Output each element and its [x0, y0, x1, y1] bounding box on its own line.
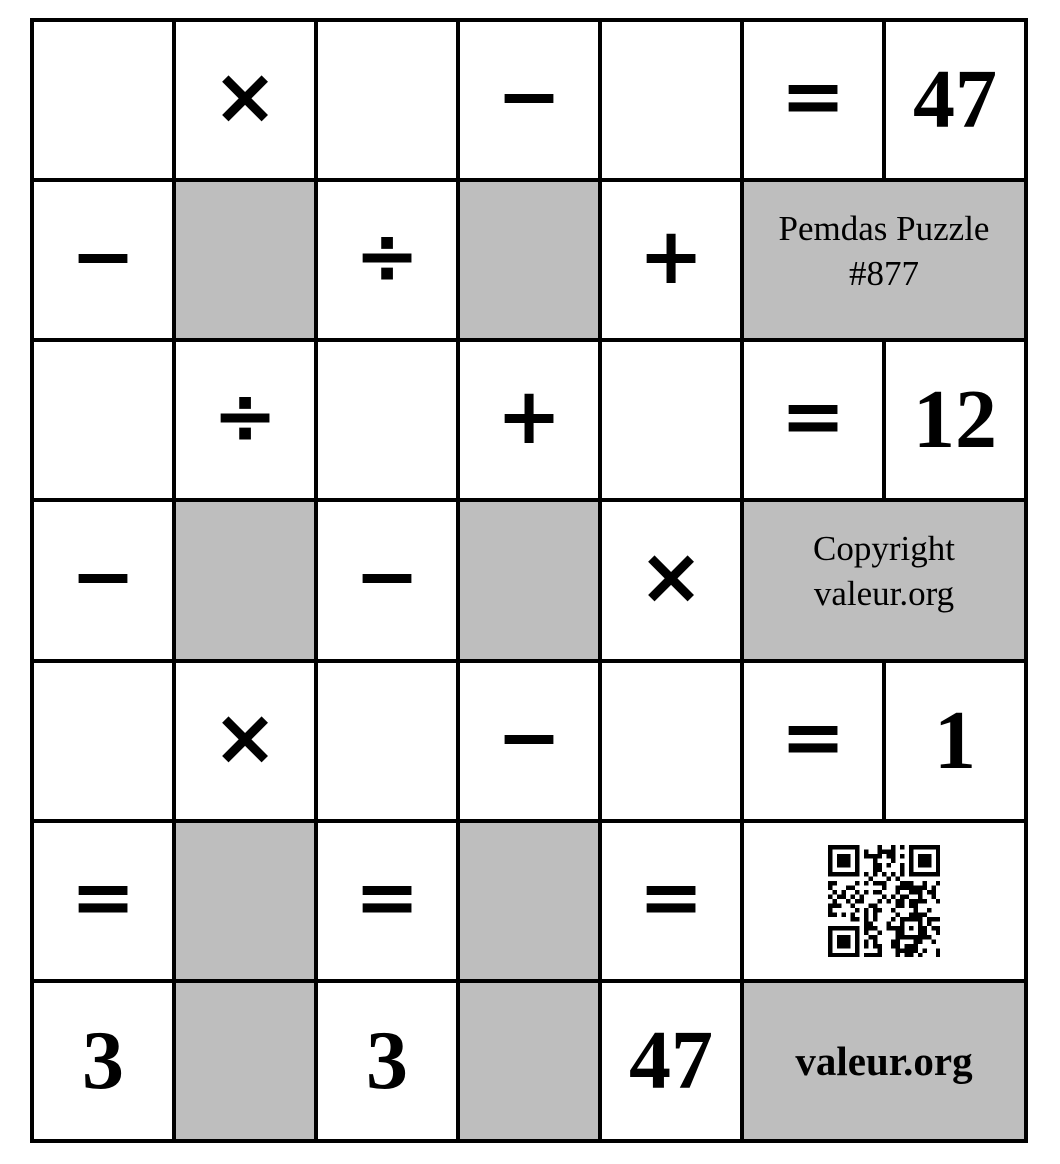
spacer-cell [460, 983, 598, 1139]
result-cell: 47 [602, 983, 740, 1139]
spacer-cell [460, 823, 598, 979]
answer-cell[interactable] [318, 342, 456, 498]
result-cell: 3 [34, 983, 172, 1139]
result-cell: 1 [886, 663, 1024, 819]
spacer-cell [460, 502, 598, 658]
qr-cell [744, 823, 1024, 979]
answer-cell[interactable] [318, 22, 456, 178]
operator-cell-divide: ÷ [176, 342, 314, 498]
result-cell: 3 [318, 983, 456, 1139]
answer-cell[interactable] [318, 663, 456, 819]
copyright-line: valeur.org [813, 574, 955, 614]
brand-cell: valeur.org [744, 983, 1024, 1139]
answer-cell[interactable] [602, 342, 740, 498]
operator-cell-minus: − [34, 502, 172, 658]
operator-cell-equals: = [34, 823, 172, 979]
operator-cell-times: × [602, 502, 740, 658]
operator-cell-minus: − [34, 182, 172, 338]
puzzle-title-line: Pemdas Puzzle [778, 208, 990, 248]
puzzle-title-line: #877 [849, 254, 919, 294]
operator-cell-equals: = [744, 663, 882, 819]
spacer-cell [176, 823, 314, 979]
operator-cell-minus: − [318, 502, 456, 658]
spacer-cell [176, 182, 314, 338]
operator-cell-minus: − [460, 663, 598, 819]
pemdas-puzzle-grid [30, 18, 1028, 1143]
spacer-cell [460, 182, 598, 338]
copyright-cell [744, 502, 1024, 658]
answer-cell[interactable] [34, 663, 172, 819]
operator-cell-plus: + [602, 182, 740, 338]
answer-cell[interactable] [34, 342, 172, 498]
answer-cell[interactable] [602, 22, 740, 178]
puzzle-title-cell [744, 182, 1024, 338]
spacer-cell [176, 502, 314, 658]
operator-cell-equals: = [744, 342, 882, 498]
operator-cell-minus: − [460, 22, 598, 178]
result-cell: 47 [886, 22, 1024, 178]
answer-cell[interactable] [34, 22, 172, 178]
qr-code-icon [828, 845, 941, 958]
result-cell: 12 [886, 342, 1024, 498]
spacer-cell [176, 983, 314, 1139]
copyright-line: Copyright [813, 528, 955, 568]
operator-cell-plus: + [460, 342, 598, 498]
operator-cell-times: × [176, 22, 314, 178]
operator-cell-divide: ÷ [318, 182, 456, 338]
operator-cell-equals: = [744, 22, 882, 178]
operator-cell-equals: = [318, 823, 456, 979]
operator-cell-times: × [176, 663, 314, 819]
answer-cell[interactable] [602, 663, 740, 819]
operator-cell-equals: = [602, 823, 740, 979]
